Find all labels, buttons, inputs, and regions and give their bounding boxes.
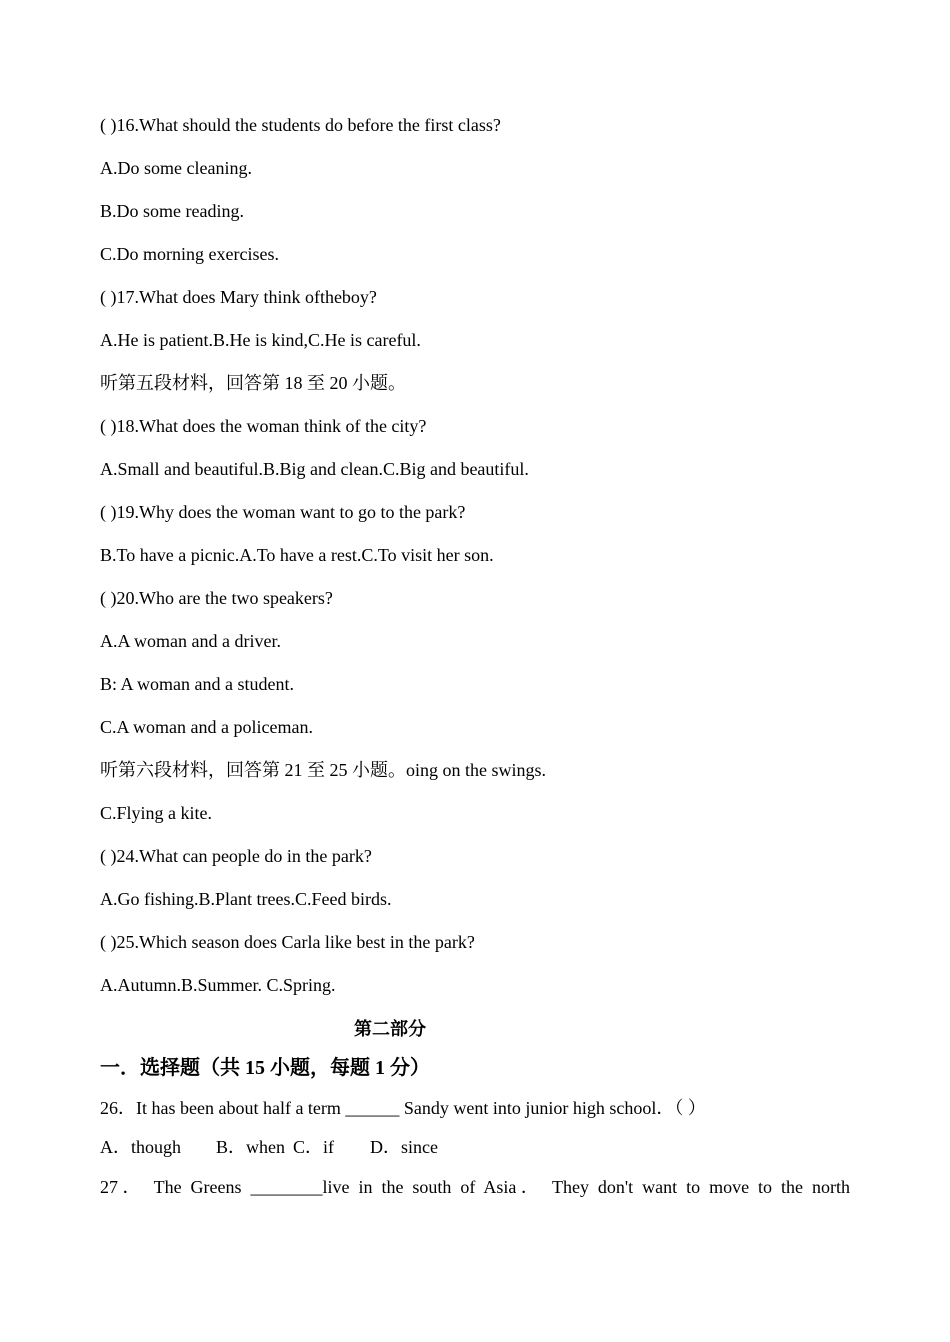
q16-option-a: A.Do some cleaning.: [100, 158, 252, 178]
question-17: ( )17.What does Mary think oftheboy?: [100, 287, 377, 307]
q26-option-d: D．since: [370, 1137, 438, 1157]
q20-option-c: C.A woman and a policeman.: [100, 717, 313, 737]
question-24: ( )24.What can people do in the park?: [100, 846, 372, 866]
q26-option-a: A．though: [100, 1137, 181, 1157]
q16-option-b: B.Do some reading.: [100, 201, 244, 221]
section-heading: 一．选择题（共 15 小题，每题 1 分）: [100, 1057, 430, 1079]
question-27: 27． The Greens ________live in the south of Asia． They don't want to move to the north: [100, 1177, 850, 1197]
q20-option-a: A.A woman and a driver.: [100, 631, 281, 651]
q18-options: A.Small and beautiful.B.Big and clean.C.Big and beautiful.: [100, 459, 529, 479]
q23-option-c: C.Flying a kite.: [100, 803, 212, 823]
question-26: 26．It has been about half a term ______ Sandy went into junior high school．（ ）: [100, 1098, 706, 1118]
listening-instruction-5: 听第五段材料，回答第 18 至 20 小题。: [100, 373, 406, 393]
q26-option-c: C．if: [293, 1137, 335, 1157]
q19-options: B.To have a picnic.A.To have a rest.C.To visit her son.: [100, 545, 494, 565]
listening-instruction-6: 听第六段材料，回答第 21 至 25 小题。oing on the swings.: [100, 760, 546, 780]
q16-option-c: C.Do morning exercises.: [100, 244, 279, 264]
question-18: ( )18.What does the woman think of the city?: [100, 416, 427, 436]
question-20: ( )20.Who are the two speakers?: [100, 588, 333, 608]
q25-options: A.Autumn.B.Summer. C.Spring.: [100, 975, 336, 995]
question-19: ( )19.Why does the woman want to go to the park?: [100, 502, 466, 522]
q26-options: [100, 1136, 438, 1158]
q26-option-b: B．when: [216, 1137, 285, 1157]
question-25: ( )25.Which season does Carla like best in the park?: [100, 932, 475, 952]
part-two-title: 第二部分: [354, 1019, 426, 1039]
question-16: ( )16.What should the students do before the first class?: [100, 115, 501, 135]
q20-option-b: B: A woman and a student.: [100, 674, 294, 694]
q24-options: A.Go fishing.B.Plant trees.C.Feed birds.: [100, 889, 392, 909]
q17-options: A.He is patient.B.He is kind,C.He is careful.: [100, 330, 421, 350]
